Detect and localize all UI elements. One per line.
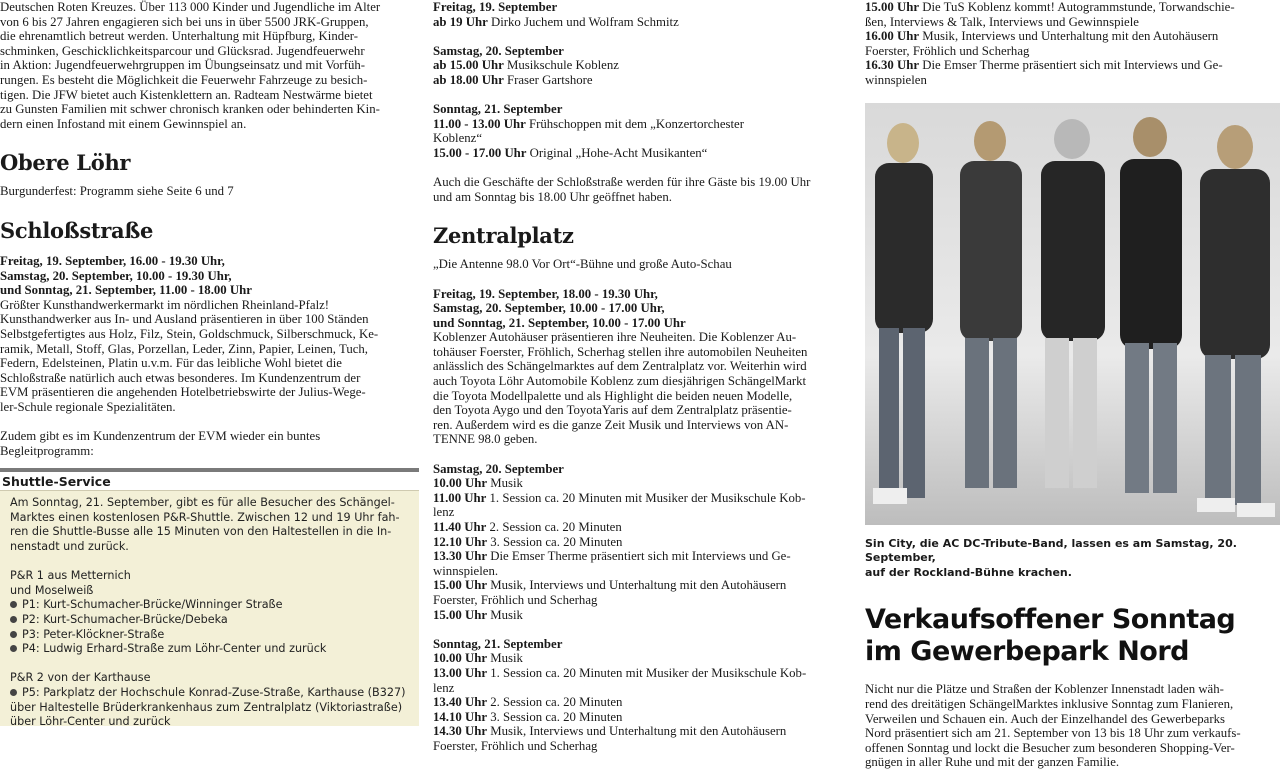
bullet-text: P1: Kurt-Schumacher-Brücke/Winninger Straße [22, 598, 283, 612]
schedule-line [433, 73, 851, 88]
text-line: Kunsthandwerker aus In- und Ausland präsentieren in über 100 Ständen [0, 312, 369, 327]
schedule-text: 3. Session ca. 20 Minuten [487, 709, 623, 724]
schedule-line [433, 505, 851, 520]
text-line: Größter Kunsthandwerkermarkt im nördlichen Rheinland-Pfalz! [0, 297, 330, 312]
text-line: Nicht nur die Plätze und Straßen der Koblenzer Innenstadt laden wäh- [865, 682, 1224, 697]
schedule-line [433, 681, 851, 696]
sunday-heading: Sonntag, 21. September [433, 102, 563, 117]
text-line: Zudem gibt es im Kundenzentrum der EVM wieder ein buntes [0, 429, 321, 444]
schedule-line [433, 535, 851, 550]
schedule-text: Foerster, Fröhlich und Scherhag [433, 738, 598, 753]
pr2-line [10, 686, 413, 701]
photo-caption [865, 537, 1280, 581]
sunday2-heading: Sonntag, 21. September [433, 636, 563, 651]
text-line: den Toyota Aygo und den ToyotaYaris auf dem Zentralplatz präsentie- [433, 403, 792, 418]
schedule-line [433, 724, 851, 739]
schedule-line [865, 58, 1280, 73]
text-line: Selbstgefertigtes aus Holz, Filz, Stein, Goldschmuck, Silberschmuck, Ke- [0, 326, 379, 341]
text-line: gnügen in aller Ruhe und mit der ganzen Familie. [865, 755, 1120, 770]
bullet-icon [10, 616, 17, 623]
friday-list [433, 15, 851, 30]
bullet-icon [10, 631, 17, 638]
zentralplatz-dates [433, 287, 851, 331]
text-line: ren die Shuttle-Busse alle 15 Minuten von den Haltestellen in die In- [10, 525, 392, 539]
pr1-title [10, 569, 413, 598]
schedule-line [433, 578, 851, 593]
schedule-text: Musik [487, 476, 523, 491]
evm-paragraph [0, 429, 419, 458]
text-line: nenstadt und zurück. [10, 540, 129, 554]
schedule-time: ab 15.00 Uhr [433, 58, 504, 73]
schedule-text: Die Emser Therme präsentiert sich mit Interviews und Ge- [487, 549, 791, 564]
zentralplatz-subtitle: „Die Antenne 98.0 Vor Ort“-Bühne und große Auto-Schau [433, 257, 732, 272]
text-line: rend des dreitätigen SchängelMarktes inklusive Sonntag zum Flanieren, [865, 696, 1234, 711]
shuttle-service-box [0, 490, 419, 729]
schedule-text: Musik [487, 607, 523, 622]
schlossstrasse-paragraph [0, 298, 419, 415]
column-middle [433, 0, 851, 754]
schedule-line [433, 58, 851, 73]
schedule-text: Foerster, Fröhlich und Scherhag [865, 43, 1030, 58]
gewerbepark-paragraph [865, 682, 1280, 770]
schedule-text: Fraser Gartshore [503, 72, 593, 87]
schedule-line [865, 73, 1280, 88]
saturday2-list [433, 476, 851, 622]
schedule-time: 11.00 - 13.00 Uhr [433, 116, 526, 131]
text-line: zu Gunsten Familien mit schwer chronisch kranken oder behinderten Kin- [0, 102, 380, 117]
schedule-time: 12.10 Uhr [433, 534, 488, 549]
bullet-text: P3: Peter-Klöckner-Straße [22, 627, 165, 641]
text-line: Begleitprogramm: [0, 443, 94, 458]
text-line: und am Sonntag bis 18.00 Uhr geöffnet haben. [433, 189, 672, 204]
text-line: EVM präsentieren die angehenden Hotelbetriebswirte der Julius-Wege- [0, 385, 366, 400]
caption-line: auf der Rockland-Bühne krachen. [865, 565, 1072, 579]
schedule-text: 1. Session ca. 20 Minuten mit Musiker der Musikschule Kob- [486, 490, 806, 505]
band-photo-illustration [865, 103, 1280, 525]
text-line: Federn, Edelsteinen, Platin u.v.m. Für das leibliche Wohl bietet die [0, 356, 342, 371]
schedule-text: Musik, Interviews und Unterhaltung mit den Autohäusern [919, 29, 1219, 44]
schedule-line [433, 491, 851, 506]
column-left [0, 0, 419, 729]
text-line: tigen. Die JFW bietet auch Kistenklettern an. Radteam Nestwärme bietet [0, 87, 373, 102]
schedule-line [433, 476, 851, 491]
text-line: Nord präsentiert sich am 21. September von 13 bis 18 Uhr zum verkaufs- [865, 726, 1241, 741]
pr1-item [10, 642, 413, 657]
text-line: schminken, Geschicklichkeitsparcour und Glücksrad. Jugendfeuerwehr [0, 43, 365, 58]
title-line: Verkaufsoffener Sonntag [865, 604, 1236, 636]
schedule-text: Original „Hohe-Acht Musikanten“ [526, 145, 708, 160]
schedule-time: 14.10 Uhr [433, 709, 488, 724]
schedule-time: 13.00 Uhr [433, 665, 488, 680]
schedule-line [433, 593, 851, 608]
schedule-text: Die Emser Therme präsentiert sich mit Interviews und Ge- [919, 58, 1223, 73]
schedule-line [433, 520, 851, 535]
schedule-line [865, 15, 1280, 30]
schedule-line [433, 131, 851, 146]
schedule-line [433, 15, 851, 30]
heading-schlossstrasse: Schloßstraße [0, 217, 154, 243]
schedule-text: Musikschule Koblenz [503, 58, 619, 73]
saturday2-heading: Samstag, 20. September [433, 461, 564, 476]
schedule-line [865, 0, 1280, 15]
heading-obere-loehr: Obere Löhr [0, 150, 131, 176]
text-line: Auch die Geschäfte der Schloßstraße werden für ihre Gäste bis 19.00 Uhr [433, 175, 811, 190]
schedule-time: 10.00 Uhr [433, 651, 488, 666]
band-photo [865, 103, 1280, 525]
shuttle-intro [10, 496, 413, 554]
text-line: auch Toyota Löhr Automobile Koblenz zum diesjährigen SchängelMarkt [433, 374, 807, 389]
date-line: Samstag, 20. September, 10.00 - 17.00 Uhr, [433, 301, 665, 316]
pr1-item [10, 598, 413, 613]
pr2-text: über Haltestelle Brüderkrankenhaus zum Zentralplatz (Viktoriastraße) [10, 700, 403, 714]
pr1-title-line: P&R 1 aus Metternich [10, 569, 131, 583]
schedule-line [433, 564, 851, 579]
schedule-time: 15.00 Uhr [433, 578, 488, 593]
schedule-text: Koblenz“ [433, 131, 483, 146]
schedule-text: 1. Session ca. 20 Minuten mit Musiker der Musikschule Kob- [487, 665, 807, 680]
date-line: und Sonntag, 21. September, 10.00 - 17.00 Uhr [433, 315, 686, 330]
schedule-text: lenz [433, 505, 455, 520]
schedule-time: 13.30 Uhr [433, 549, 488, 564]
schedule-text: Frühschoppen mit dem „Konzertorchester [525, 116, 744, 131]
schedule-line [433, 549, 851, 564]
title-line: im Gewerbepark Nord [865, 636, 1189, 668]
text-line: Am Sonntag, 21. September, gibt es für alle Besucher des Schängel- [10, 496, 395, 510]
schedule-time: 13.40 Uhr [433, 695, 488, 710]
text-line: ren. Außerdem wird es die ganze Zeit Musik und Interviews von AN- [433, 417, 789, 432]
shuttle-service-heading: Shuttle-Service [0, 468, 419, 490]
text-line: von 6 bis 27 Jahren engagieren sich bei uns in über 5500 JRK-Gruppen, [0, 14, 369, 29]
schedule-text: lenz [433, 680, 455, 695]
schedule-time: 15.00 Uhr [433, 607, 488, 622]
pr2-line [10, 701, 413, 716]
text-line: die ehrenamtlich betreut werden. Unterhaltung mit Hüpfburg, Kinder- [0, 29, 359, 44]
schedule-time: 16.30 Uhr [865, 58, 920, 73]
pr1-item [10, 613, 413, 628]
schedule-text: Die TuS Koblenz kommt! Autogrammstunde, Torwandschie- [919, 0, 1235, 14]
friday-heading: Freitag, 19. September [433, 0, 558, 14]
schedule-line [865, 29, 1280, 44]
text-line: in Aktion: Jugendfeuerwehrgruppen im Übungseinsatz und mit Vorfüh- [0, 58, 366, 73]
schedule-line [433, 117, 851, 132]
date-line: und Sonntag, 21. September, 11.00 - 18.00 Uhr [0, 283, 252, 298]
sunday2-list [433, 651, 851, 753]
bullet-icon [10, 645, 17, 652]
zentralplatz-paragraph [433, 330, 851, 447]
bullet-text: P2: Kurt-Schumacher-Brücke/Debeka [22, 613, 228, 626]
schedule-time: 10.00 Uhr [433, 476, 488, 491]
text-line: tohäuser Foerster, Fröhlich, Scherhag stellen ihre automobilen Neuheiten [433, 344, 808, 359]
schedule-line [433, 651, 851, 666]
text-line: offenen Sonntag und lockt die Besucher zum besonderen Shopping-Ver- [865, 740, 1235, 755]
schedule-time: 11.40 Uhr [433, 520, 487, 534]
pr2-text: P5: Parkplatz der Hochschule Konrad-Zuse-Straße, Karthause (B327) [22, 685, 406, 699]
sunday2-continued-list [865, 0, 1280, 88]
text-line: dern einen Infostand mit einem Gewinnspiel an. [0, 116, 247, 131]
schedule-time: 15.00 Uhr [865, 0, 920, 14]
text-line: ramik, Metall, Stoff, Glas, Porzellan, Leder, Zinn, Papier, Leinen, Tuch, [0, 341, 368, 356]
date-line: Samstag, 20. September, 10.00 - 19.30 Uhr, [0, 268, 232, 283]
heading-zentralplatz: Zentralplatz [433, 223, 574, 249]
schedule-time: 11.00 Uhr [433, 490, 487, 505]
text-line: ler-Schule regionale Spezialitäten. [0, 399, 176, 414]
bullet-text: P4: Ludwig Erhard-Straße zum Löhr-Center und zurück [22, 642, 327, 656]
schedule-time: 16.00 Uhr [865, 29, 920, 44]
pr2-list [10, 686, 413, 730]
text-line: Koblenzer Autohäuser präsentieren ihre Neuheiten. Die Koblenzer Au- [433, 330, 797, 345]
schedule-line [433, 608, 851, 623]
schedule-time: 14.30 Uhr [433, 724, 488, 739]
date-line: Freitag, 19. September, 16.00 - 19.30 Uhr, [0, 253, 225, 268]
date-line: Freitag, 19. September, 18.00 - 19.30 Uhr, [433, 286, 658, 301]
pr1-list [10, 598, 413, 656]
pr2-title: P&R 2 von der Karthause [10, 671, 151, 685]
schedule-text: 2. Session ca. 20 Minuten [486, 520, 622, 534]
schedule-text: ßen, Interviews & Talk, Interviews und Gewinnspiele [865, 14, 1139, 29]
schedule-line [433, 666, 851, 681]
schedule-text: 2. Session ca. 20 Minuten [487, 695, 623, 710]
schedule-text: Musik, Interviews und Unterhaltung mit den Autohäusern [487, 578, 787, 593]
schedule-text: winnspielen. [433, 563, 499, 578]
text-line: Marktes einen kostenlosen P&R-Shuttle. Zwischen 12 und 19 Uhr fah- [10, 510, 400, 524]
schedule-time: ab 19 Uhr [433, 14, 488, 29]
text-line: Deutschen Roten Kreuzes. Über 113 000 Kinder und Jugendliche im Alter [0, 0, 381, 14]
bullet-icon [10, 689, 17, 696]
column-right [865, 0, 1280, 770]
schedule-line [433, 695, 851, 710]
schedule-line [433, 710, 851, 725]
jrk-paragraph [0, 0, 419, 131]
text-line: TENNE 98.0 geben. [433, 432, 538, 447]
schlossstrasse-dates [0, 254, 419, 298]
gewerbepark-heading [865, 604, 1280, 668]
schedule-time: 15.00 - 17.00 Uhr [433, 145, 527, 160]
pr1-title-line: und Moselweiß [10, 583, 94, 597]
text-line: die Toyota Modellpalette und als Highlight die beiden neuen Modelle, [433, 388, 793, 403]
schedule-line [433, 146, 851, 161]
caption-line: Sin City, die AC DC-Tribute-Band, lassen es am Samstag, 20. September, [865, 536, 1237, 565]
bullet-icon [10, 601, 17, 608]
text-line: Schloßstraße natürlich auch etwas besonderes. Im Kundenzentrum der [0, 370, 361, 385]
pr1-item [10, 628, 413, 643]
text-line: Verweilen und Schauen ein. Auch der Einzelhandel des Gewerbeparks [865, 711, 1225, 726]
schedule-text: 3. Session ca. 20 Minuten [487, 534, 623, 549]
pr2-text: über Löhr-Center und zurück [10, 715, 171, 729]
schedule-line [433, 739, 851, 754]
text-line: rungen. Es besteht die Möglichkeit die Feuerwehr Fahrzeuge zu besich- [0, 72, 368, 87]
schedule-text: Foerster, Fröhlich und Scherhag [433, 592, 598, 607]
shops-paragraph [433, 175, 851, 204]
text-line: anlässlich des Schängelmarktes auf dem Zentralplatz vor. Weiterhin wird [433, 359, 807, 374]
schedule-text: winnspielen [865, 72, 927, 87]
schedule-text: Dirko Juchem und Wolfram Schmitz [487, 14, 679, 29]
obere-loehr-text: Burgunderfest: Programm siehe Seite 6 und 7 [0, 184, 234, 199]
sunday-list [433, 117, 851, 161]
schedule-line [865, 44, 1280, 59]
schedule-text: Musik, Interviews und Unterhaltung mit den Autohäusern [487, 724, 787, 739]
schedule-time: ab 18.00 Uhr [433, 72, 504, 87]
saturday-list [433, 58, 851, 87]
schedule-text: Musik [487, 651, 523, 666]
saturday-heading: Samstag, 20. September [433, 43, 564, 58]
pr2-line [10, 715, 413, 730]
